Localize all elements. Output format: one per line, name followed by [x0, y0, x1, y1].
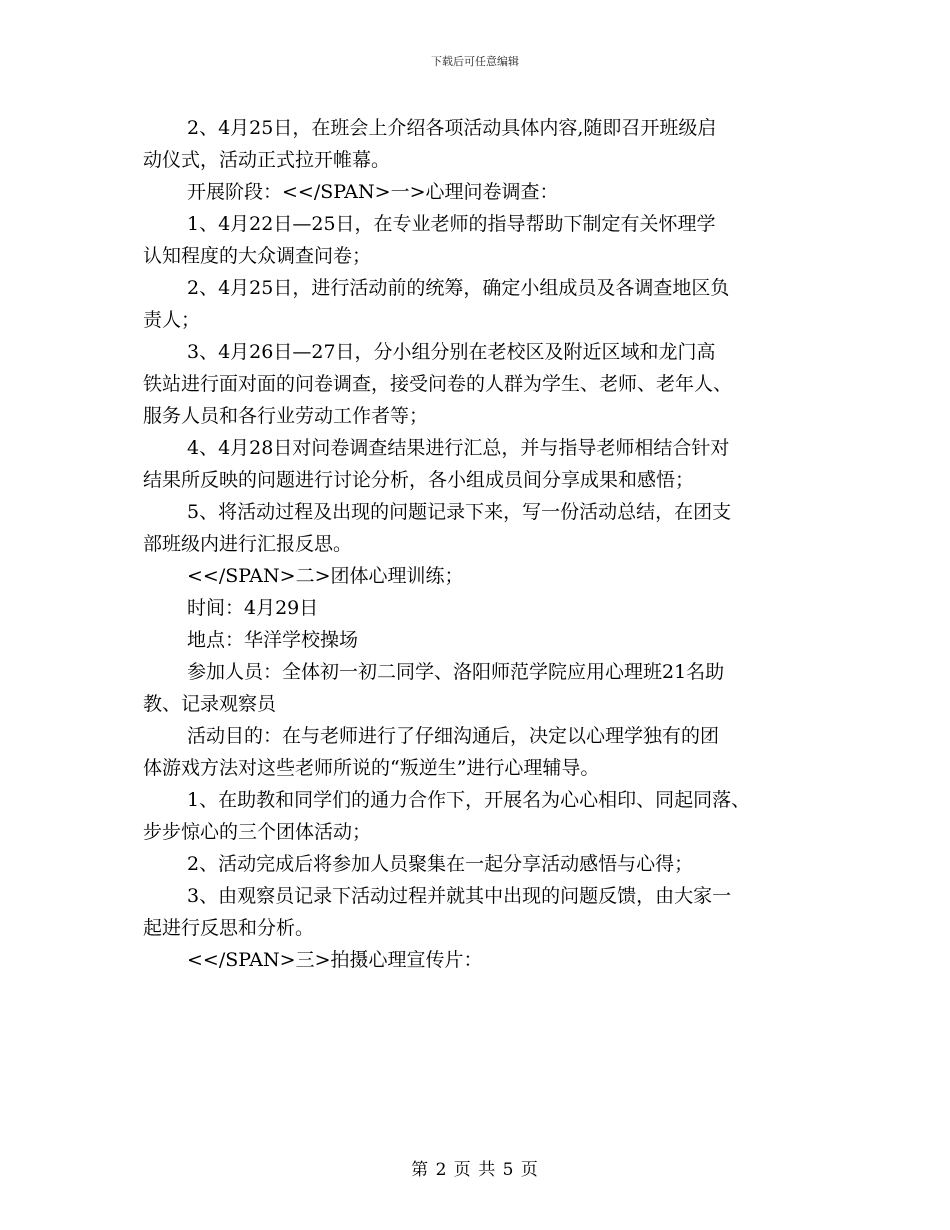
text-line: 教、记录观察员: [143, 693, 277, 715]
text-line: 5、将活动过程及出现的问题记录下来，写一份活动总结，在团支: [187, 501, 732, 523]
paragraph: [143, 784, 823, 848]
paragraph: [143, 592, 823, 624]
text-line: 开展阶段：<</SPAN>一>心理问卷调查：: [187, 181, 559, 203]
paragraph: [143, 656, 823, 720]
paragraph: [143, 496, 823, 560]
text-line: 活动目的：在与老师进行了仔细沟通后，决定以心理学独有的团: [187, 725, 720, 747]
text-line: <</SPAN>三>拍摄心理宣传片：: [187, 949, 483, 971]
text-line: 2、4月25日，进行活动前的统筹，确定小组成员及各调查地区负: [187, 277, 730, 299]
text-line: 时间：4月29日: [187, 597, 319, 619]
section-heading: [143, 944, 823, 976]
text-line: 3、4月26日—27日，分小组分别在老校区及附近区域和龙门高: [187, 341, 716, 363]
text-line: 步步惊心的三个团体活动；: [143, 821, 372, 843]
paragraph: [143, 848, 823, 880]
text-line: 地点：华洋学校操场: [187, 629, 359, 651]
text-line: 2、4月25日，在班会上介绍各项活动具体内容,随即召开班级启: [187, 117, 717, 139]
page-header: 下载后可任意编辑: [431, 55, 519, 68]
document-body: [143, 112, 823, 976]
text-line: 1、4月22日—25日，在专业老师的指导帮助下制定有关怀理学: [187, 213, 716, 235]
paragraph: [143, 624, 823, 656]
text-line: 起进行反思和分析。: [143, 917, 315, 939]
text-line: 4、4月28日对问卷调查结果进行汇总，并与指导老师相结合针对: [187, 437, 730, 459]
text-line: 动仪式，活动正式拉开帷幕。: [143, 149, 391, 171]
page-footer: 第 2 页 共 5 页: [411, 1160, 539, 1180]
section-heading: [143, 176, 823, 208]
paragraph: [143, 208, 823, 272]
text-line: 参加人员：全体初一初二同学、洛阳师范学院应用心理班21名助: [187, 661, 725, 683]
text-line: <</SPAN>二>团体心理训练；: [187, 565, 464, 587]
paragraph: [143, 336, 823, 432]
text-line: 结果所反映的问题进行讨论分析，各小组成员间分享成果和感悟；: [143, 469, 695, 491]
paragraph: [143, 720, 823, 784]
section-heading: [143, 560, 823, 592]
text-line: 责人；: [143, 309, 201, 331]
paragraph: [143, 272, 823, 336]
paragraph: [143, 880, 823, 944]
paragraph: [143, 112, 823, 176]
text-line: 部班级内进行汇报反思。: [143, 533, 353, 555]
paragraph: [143, 432, 823, 496]
text-line: 1、在助教和同学们的通力合作下，开展名为心心相印、同起同落、: [187, 789, 751, 811]
text-line: 3、由观察员记录下活动过程并就其中出现的问题反馈，由大家一: [187, 885, 732, 907]
text-line: 铁站进行面对面的问卷调查，接受问卷的人群为学生、老师、老年人、: [143, 373, 733, 395]
text-line: 服务人员和各行业劳动工作者等；: [143, 405, 429, 427]
text-line: 体游戏方法对这些老师所说的“叛逆生”进行心理辅导。: [143, 757, 600, 779]
text-line: 认知程度的大众调查问卷；: [143, 245, 372, 267]
text-line: 2、活动完成后将参加人员聚集在一起分享活动感悟与心得；: [187, 853, 694, 875]
